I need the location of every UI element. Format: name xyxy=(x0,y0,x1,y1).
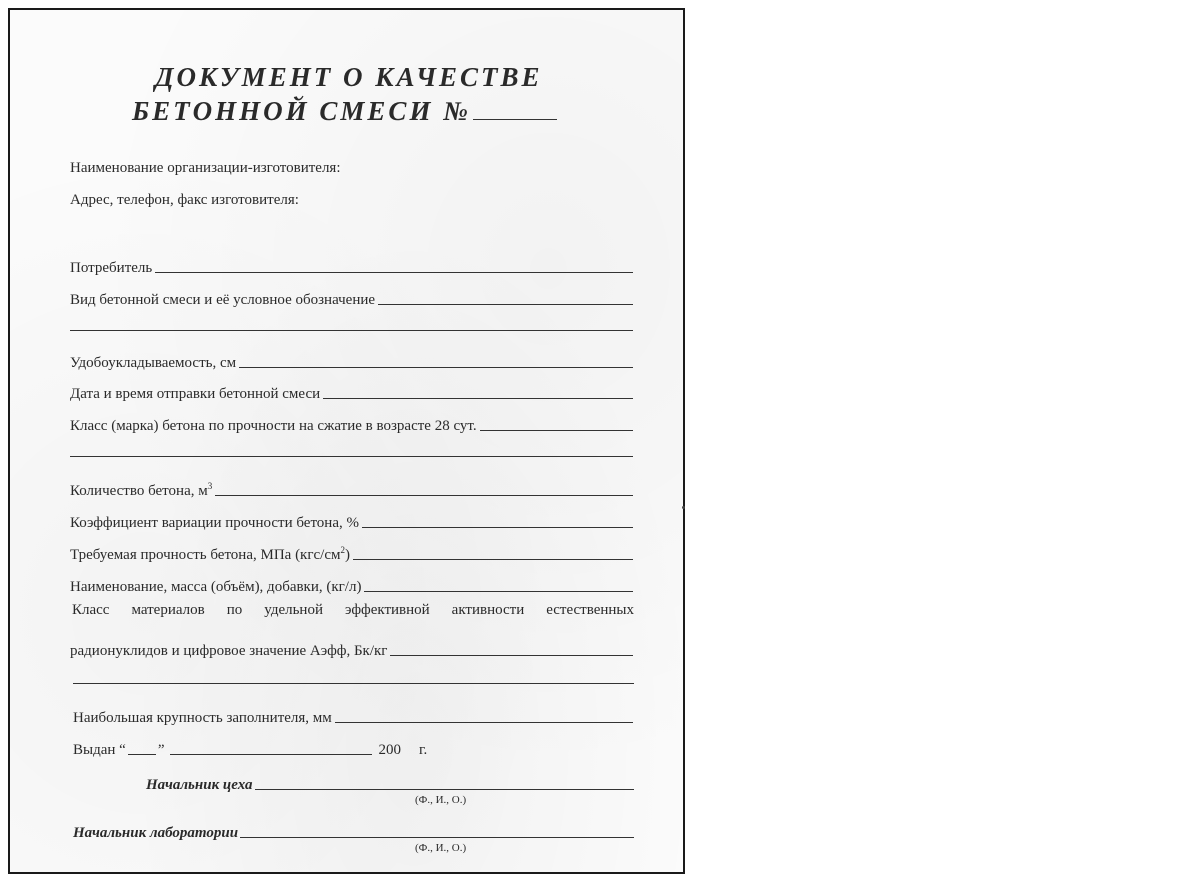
aggregate-field[interactable] xyxy=(335,721,633,723)
manufacturer-name-label: Наименование организации-изготовителя: xyxy=(70,160,341,176)
shop-head-row xyxy=(146,772,634,794)
shop-head-fio-hint: (Ф., И., О.) xyxy=(415,794,467,806)
quantity-row xyxy=(70,478,633,500)
variation-label: Коэффициент вариации прочности бетона, % xyxy=(70,515,359,531)
workability-field[interactable] xyxy=(239,366,633,368)
lab-head-fio-hint: (Ф., И., О.) xyxy=(415,842,467,854)
aggregate-label: Наибольшая крупность заполнителя, мм xyxy=(73,710,332,726)
strength-class-row xyxy=(70,413,633,435)
radionuclide-label-line2: радионуклидов и цифровое значение Аэфф, Бк/кг xyxy=(70,643,388,659)
document-title-line2: БЕТОННОЙ СМЕСИ № xyxy=(132,96,572,127)
issued-day-field[interactable] xyxy=(128,754,156,755)
issued-row xyxy=(73,737,427,759)
issued-quote-close: ” xyxy=(157,742,165,758)
lab-head-label: Начальник лаборатории xyxy=(73,825,239,841)
mix-type-label: Вид бетонной смеси и её условное обозначение xyxy=(70,292,376,308)
quality-document-sheet xyxy=(8,8,685,874)
lab-head-signature-field[interactable] xyxy=(240,836,634,838)
mix-type-field[interactable] xyxy=(378,303,633,305)
strength-class-field-continuation[interactable] xyxy=(70,456,633,457)
aggregate-row xyxy=(73,705,633,727)
shop-head-label: Начальник цеха xyxy=(146,777,253,793)
manufacturer-address-label: Адрес, телефон, факс изготовителя: xyxy=(70,192,299,208)
quantity-field[interactable] xyxy=(215,494,633,496)
strength-class-field[interactable] xyxy=(480,429,633,431)
workability-label: Удобоукладываемость, см xyxy=(70,355,237,371)
workability-row xyxy=(70,350,633,372)
radionuclide-field[interactable] xyxy=(390,654,633,656)
shop-head-signature-field[interactable] xyxy=(255,788,634,790)
issued-month-field[interactable] xyxy=(170,754,372,755)
document-number-field[interactable] xyxy=(473,99,557,120)
issued-year: 200 xyxy=(378,742,401,758)
required-strength-field[interactable] xyxy=(353,558,633,560)
dispatch-field[interactable] xyxy=(323,397,633,399)
issued-prefix: Выдан “ xyxy=(73,742,126,758)
required-strength-label: Требуемая прочность бетона, МПа $(кгс/см^2)$ xyxy=(70,545,350,563)
dispatch-label: Дата и время отправки бетонной смеси xyxy=(70,386,321,402)
mix-type-row xyxy=(70,287,633,309)
quantity-label: Количество бетона, $м^3$ xyxy=(70,481,213,499)
consumer-field[interactable] xyxy=(155,271,633,273)
additives-field[interactable] xyxy=(364,590,633,592)
additives-label: Наименование, масса (объём), добавки, (кг/л) xyxy=(70,579,362,595)
strength-class-label: Класс (марка) бетона по прочности на сжатие в возрасте 28 сут. xyxy=(70,418,477,434)
radionuclide-row xyxy=(70,638,633,660)
dispatch-row xyxy=(70,381,633,403)
variation-field[interactable] xyxy=(362,526,633,528)
lab-head-row xyxy=(73,820,634,842)
radionuclide-label-line1: Класс материалов по удельной эффективной активности естественных xyxy=(72,602,634,618)
consumer-label: Потребитель xyxy=(70,260,153,276)
consumer-row xyxy=(70,255,633,277)
paper-speck xyxy=(682,506,685,509)
additives-row xyxy=(70,574,633,596)
variation-row xyxy=(70,510,633,532)
issued-year-suffix: г. xyxy=(418,742,428,758)
mix-type-field-continuation[interactable] xyxy=(70,330,633,331)
document-title-line1: ДОКУМЕНТ О КАЧЕСТВЕ xyxy=(155,62,543,92)
radionuclide-field-continuation[interactable] xyxy=(73,683,634,684)
required-strength-row xyxy=(70,542,633,564)
